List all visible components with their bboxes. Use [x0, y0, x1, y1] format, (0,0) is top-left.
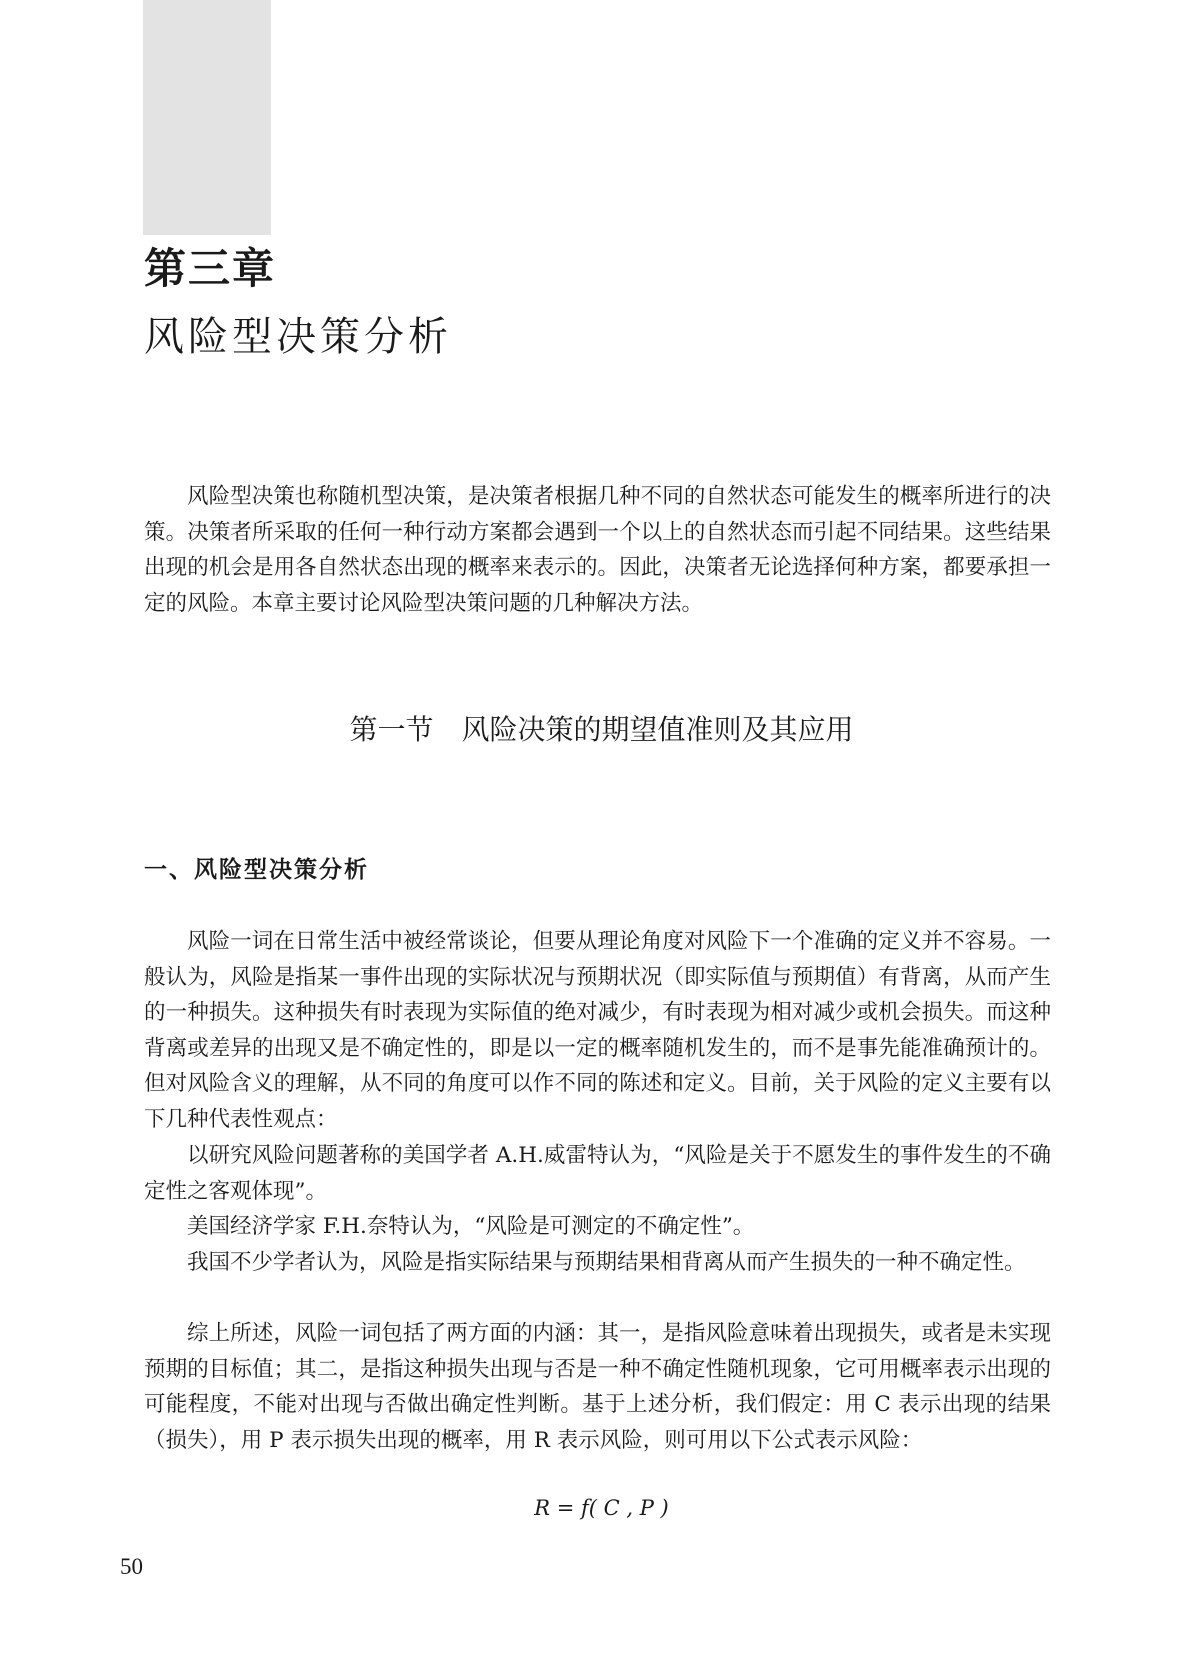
- page-number: 50: [120, 1554, 143, 1579]
- body-paragraph-3: 美国经济学家 F.H.奈特认为，“风险是可测定的不确定性”。: [187, 1214, 755, 1239]
- body-paragraph-1: 风险一词在日常生活中被经常谈论，但要从理论角度对风险下一个准确的定义并不容易。一般认为，风险是指某一事件出现的实际状况与预期状况（即实际值与预期值）有背离，从而产生的一种损失。这种损失有时表现为实际值的绝对减少，有时表现为相对减少或机会损失。而这种背离或差异的出现又是不确定性的，即是以一定的概率随机发生的，而不是事先能准确预计的。但对风险含义的理解，从不同的角度可以作不同的陈述和定义。目前，关于风险的定义主要有以下几种代表性观点：: [144, 929, 1051, 1132]
- risk-formula: R = f( C , P ): [534, 1496, 669, 1520]
- body-paragraph-5: 综上所述，风险一词包括了两方面的内涵：其一，是指风险意味着出现损失，或者是未实现预期的目标值；其二，是指这种损失出现与否是一种不确定性随机现象，它可用概率表示出现的可能程度，不能对出现与否做出确定性判断。基于上述分析，我们假定：用 C 表示出现的结果（损失），用 P 表示损失出现的概率，用 R 表示风险，则可用以下公式表示风险：: [144, 1321, 1051, 1453]
- chapter-title: 风险型决策分析: [144, 314, 452, 360]
- section-title: 第一节 风险决策的期望值准则及其应用: [349, 713, 854, 746]
- subsection-title: 一、风险型决策分析: [144, 857, 369, 883]
- intro-paragraph: 风险型决策也称随机型决策，是决策者根据几种不同的自然状态可能发生的概率所进行的决策。决策者所采取的任何一种行动方案都会遇到一个以上的自然状态而引起不同结果。这些结果出现的机会是用各自然状态出现的概率来表示的。因此，决策者无论选择何种方案，都要承担一定的风险。本章主要讨论风险型决策问题的几种解决方法。: [144, 484, 1051, 616]
- chapter-number: 第三章: [144, 244, 277, 293]
- chapter-header-block: [143, 0, 271, 235]
- body-paragraph-2: 以研究风险问题著称的美国学者 A.H.威雷特认为，“风险是关于不愿发生的事件发生的不确定性之客观体现”。: [144, 1143, 1051, 1204]
- body-paragraph-4: 我国不少学者认为，风险是指实际结果与预期结果相背离从而产生损失的一种不确定性。: [187, 1250, 1026, 1275]
